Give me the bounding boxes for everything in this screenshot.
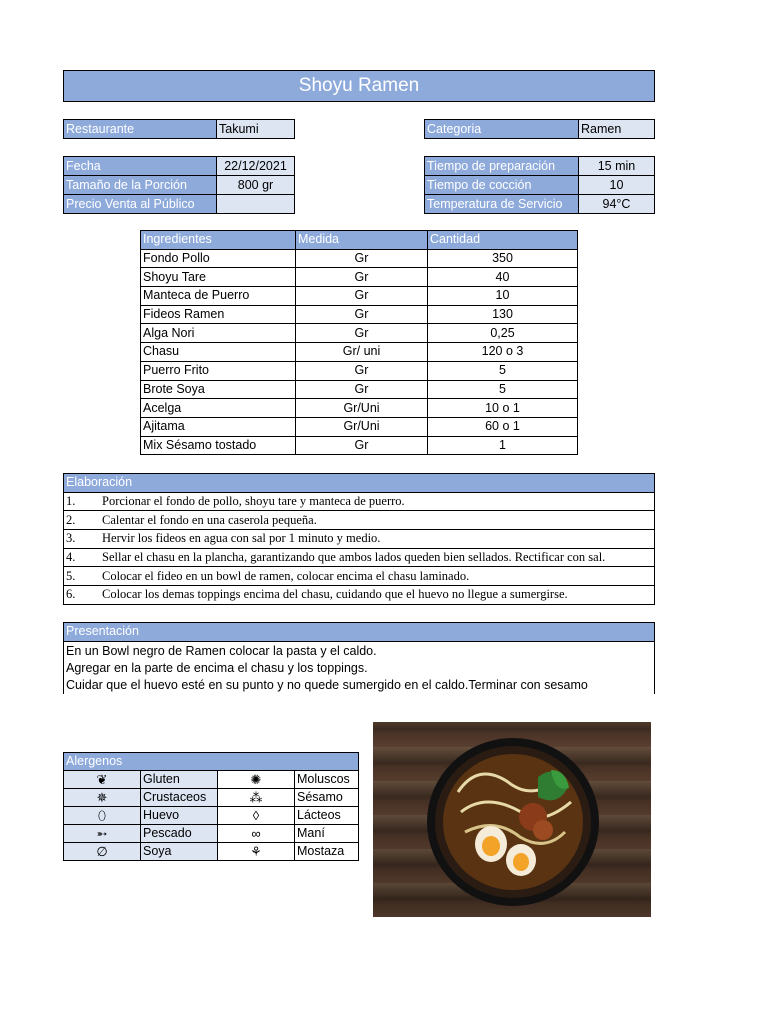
ingredient-measure: Gr bbox=[296, 324, 428, 343]
ingredients-header-row bbox=[141, 231, 578, 250]
ingredient-row bbox=[141, 399, 578, 418]
portion-label: Tamaño de la Porción bbox=[64, 176, 217, 195]
ingredient-measure: Gr bbox=[296, 361, 428, 380]
allergen-row bbox=[64, 789, 359, 807]
ingredient-row bbox=[141, 305, 578, 324]
step-text: Sellar el chasu en la plancha, garantizando que ambos lados queden bien sellados. Rectificar con sal. bbox=[102, 550, 606, 565]
elaboration-step bbox=[64, 586, 655, 605]
step-text: Colocar los demas toppings encima del chasu, cuidando que el huevo no llegue a sumergirse. bbox=[102, 587, 568, 602]
allergen-name: Crustaceos bbox=[141, 789, 218, 807]
ramen-photo bbox=[373, 722, 651, 917]
serving-temp-label: Temperatura de Servicio bbox=[425, 195, 579, 214]
price-value bbox=[217, 195, 295, 214]
allergen-name: Huevo bbox=[141, 807, 218, 825]
quantity-header: Cantidad bbox=[428, 231, 578, 250]
presentation-line: Agregar en la parte de encima el chasu y los toppings. bbox=[66, 660, 368, 675]
presentation-body bbox=[64, 641, 655, 694]
ingredient-measure: Gr bbox=[296, 287, 428, 306]
ingredient-quantity: 350 bbox=[428, 249, 578, 268]
presentation-header: Presentación bbox=[64, 623, 655, 642]
octopus-icon: ✺ bbox=[218, 771, 295, 789]
presentation-table bbox=[63, 622, 655, 694]
wheat-icon: ❦ bbox=[64, 771, 141, 789]
step-text: Colocar el fideo en un bowl de ramen, colocar encima el chasu laminado. bbox=[102, 568, 470, 583]
ingredient-quantity: 5 bbox=[428, 361, 578, 380]
allergen-row bbox=[64, 771, 359, 789]
ingredient-name: Ajitama bbox=[141, 417, 296, 436]
ingredient-quantity: 10 o 1 bbox=[428, 399, 578, 418]
category-table bbox=[424, 119, 655, 139]
price-label: Precio Venta al Público bbox=[64, 195, 217, 214]
ingredient-quantity: 120 o 3 bbox=[428, 343, 578, 362]
serving-temp-value: 94°C bbox=[579, 195, 655, 214]
ingredient-row bbox=[141, 436, 578, 455]
elaboration-header: Elaboración bbox=[64, 474, 655, 493]
milk-bottle-icon: ◊ bbox=[218, 807, 295, 825]
allergens-header: Alergenos bbox=[64, 753, 359, 771]
category-label: Categoria bbox=[425, 120, 579, 139]
prep-time-label: Tiempo de preparación bbox=[425, 157, 579, 176]
ingredient-name: Fideos Ramen bbox=[141, 305, 296, 324]
cook-time-value: 10 bbox=[579, 176, 655, 195]
ingredient-quantity: 1 bbox=[428, 436, 578, 455]
ingredient-quantity: 60 o 1 bbox=[428, 417, 578, 436]
category-value: Ramen bbox=[579, 120, 655, 139]
ingredient-row bbox=[141, 287, 578, 306]
step-number: 6. bbox=[66, 587, 76, 602]
allergen-name: Soya bbox=[141, 843, 218, 861]
step-text: Hervir los fideos en agua con sal por 1 minuto y medio. bbox=[102, 531, 381, 546]
ingredient-row bbox=[141, 380, 578, 399]
portion-value: 800 gr bbox=[217, 176, 295, 195]
ingredient-row bbox=[141, 249, 578, 268]
fish-icon: ➵ bbox=[64, 825, 141, 843]
elaboration-step bbox=[64, 567, 655, 586]
elaboration-step bbox=[64, 511, 655, 530]
step-number: 5. bbox=[66, 568, 76, 583]
allergen-name: Sésamo bbox=[295, 789, 359, 807]
measure-header: Medida bbox=[296, 231, 428, 250]
elaboration-step bbox=[64, 548, 655, 567]
crab-icon: ✵ bbox=[64, 789, 141, 807]
ingredient-name: Brote Soya bbox=[141, 380, 296, 399]
step-text: Calentar el fondo en una caserola pequeña. bbox=[102, 512, 317, 527]
presentation-line: Cuidar que el huevo esté en su punto y no quede sumergido en el caldo.Terminar con sesamo bbox=[66, 677, 588, 692]
allergen-name: Pescado bbox=[141, 825, 218, 843]
ingredients-table bbox=[140, 230, 578, 455]
step-number: 4. bbox=[66, 550, 76, 565]
mustard-icon: ⚘ bbox=[218, 843, 295, 861]
ingredient-name: Fondo Pollo bbox=[141, 249, 296, 268]
ingredient-name: Manteca de Puerro bbox=[141, 287, 296, 306]
date-portion-table bbox=[63, 156, 295, 214]
presentation-line: En un Bowl negro de Ramen colocar la pasta y el caldo. bbox=[66, 643, 377, 658]
elaboration-table bbox=[63, 473, 655, 605]
ingredient-measure: Gr/Uni bbox=[296, 399, 428, 418]
ingredient-measure: Gr bbox=[296, 436, 428, 455]
ingredient-row bbox=[141, 343, 578, 362]
restaurant-table bbox=[63, 119, 295, 139]
ingredient-name: Acelga bbox=[141, 399, 296, 418]
ingredients-header: Ingredientes bbox=[141, 231, 296, 250]
cook-time-label: Tiempo de cocción bbox=[425, 176, 579, 195]
prep-time-value: 15 min bbox=[579, 157, 655, 176]
ingredient-measure: Gr bbox=[296, 249, 428, 268]
step-number: 3. bbox=[66, 531, 76, 546]
allergen-row bbox=[64, 825, 359, 843]
ingredient-name: Shoyu Tare bbox=[141, 268, 296, 287]
ingredient-quantity: 5 bbox=[428, 380, 578, 399]
ingredient-measure: Gr/Uni bbox=[296, 417, 428, 436]
date-label: Fecha bbox=[64, 157, 217, 176]
allergen-name: Moluscos bbox=[295, 771, 359, 789]
soy-icon: ∅ bbox=[64, 843, 141, 861]
allergen-name: Maní bbox=[295, 825, 359, 843]
ingredient-name: Alga Nori bbox=[141, 324, 296, 343]
step-number: 2. bbox=[66, 512, 76, 527]
ingredient-quantity: 130 bbox=[428, 305, 578, 324]
date-value: 22/12/2021 bbox=[217, 157, 295, 176]
sesame-icon: ⁂ bbox=[218, 789, 295, 807]
elaboration-step bbox=[64, 530, 655, 549]
allergen-name: Gluten bbox=[141, 771, 218, 789]
time-temp-table bbox=[424, 156, 655, 214]
allergen-row bbox=[64, 843, 359, 861]
allergen-name: Mostaza bbox=[295, 843, 359, 861]
allergen-name: Lácteos bbox=[295, 807, 359, 825]
allergen-row bbox=[64, 807, 359, 825]
ingredient-name: Chasu bbox=[141, 343, 296, 362]
elaboration-step bbox=[64, 492, 655, 511]
ingredient-quantity: 40 bbox=[428, 268, 578, 287]
ramen-bowl-illustration bbox=[373, 722, 651, 917]
restaurant-label: Restaurante bbox=[64, 120, 217, 139]
ingredient-quantity: 10 bbox=[428, 287, 578, 306]
peanut-icon: ∞ bbox=[218, 825, 295, 843]
ingredient-name: Mix Sésamo tostado bbox=[141, 436, 296, 455]
ingredient-measure: Gr bbox=[296, 380, 428, 399]
ingredient-name: Puerro Frito bbox=[141, 361, 296, 380]
ingredient-row bbox=[141, 361, 578, 380]
allergens-table bbox=[63, 752, 359, 861]
ingredient-row bbox=[141, 324, 578, 343]
step-number: 1. bbox=[66, 494, 76, 509]
egg-icon: ⬯ bbox=[64, 807, 141, 825]
restaurant-value: Takumi bbox=[217, 120, 295, 139]
ingredient-measure: Gr/ uni bbox=[296, 343, 428, 362]
ingredient-row bbox=[141, 417, 578, 436]
ingredient-quantity: 0,25 bbox=[428, 324, 578, 343]
ingredient-measure: Gr bbox=[296, 268, 428, 287]
ingredient-row bbox=[141, 268, 578, 287]
recipe-title: Shoyu Ramen bbox=[63, 70, 655, 102]
ingredient-measure: Gr bbox=[296, 305, 428, 324]
step-text: Porcionar el fondo de pollo, shoyu tare y manteca de puerro. bbox=[102, 494, 405, 509]
